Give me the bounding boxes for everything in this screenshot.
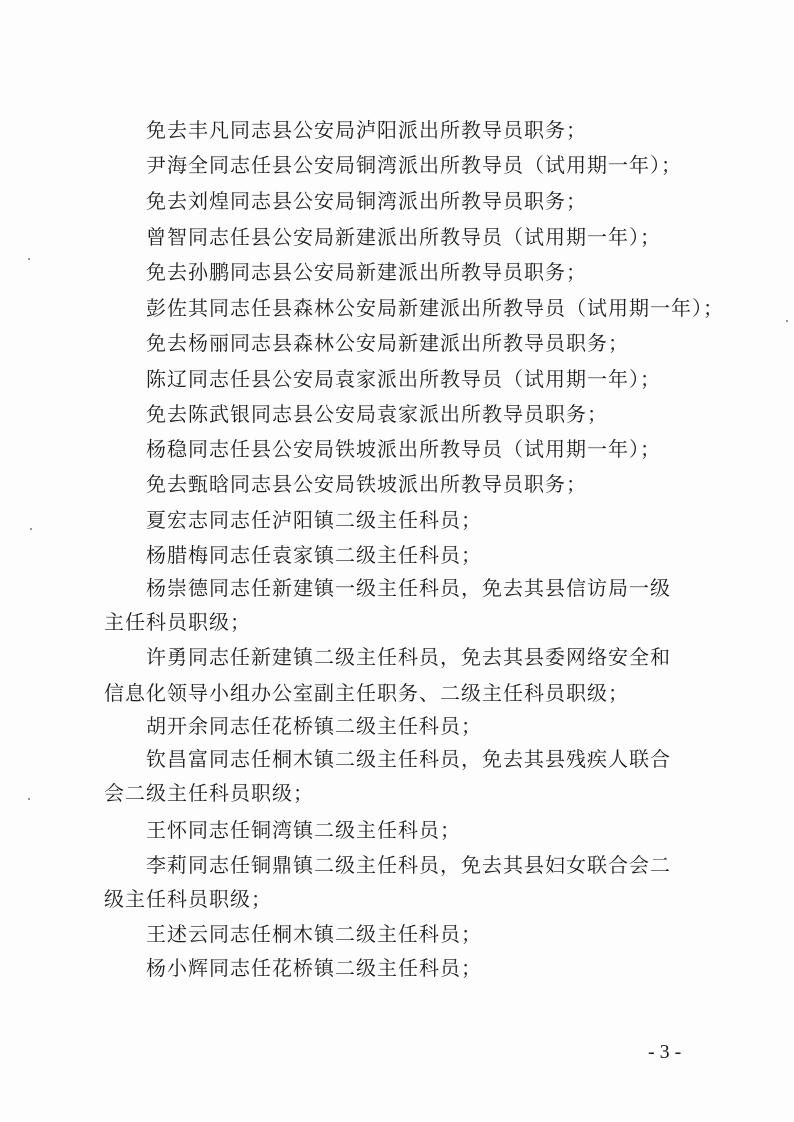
text-line: 免去陈武银同志县公安局袁家派出所教导员职务；: [146, 402, 608, 426]
scan-speck: [30, 528, 32, 530]
text-line: 李莉同志任铜鼎镇二级主任科员，免去其县妇女联合会二: [146, 853, 671, 877]
text-line: 免去丰凡同志县公安局泸阳派出所教导员职务；: [146, 118, 587, 142]
text-line: 尹海全同志任县公安局铜湾派出所教导员（试用期一年）；: [146, 153, 682, 177]
text-line: 彭佐其同志任县森林公安局新建派出所教导员（试用期一年）；: [146, 296, 724, 320]
text-line: 陈辽同志任县公安局袁家派出所教导员（试用期一年）；: [146, 367, 661, 391]
text-line: 会二级主任科员职级；: [104, 781, 314, 805]
text-line: 许勇同志任新建镇二级主任科员，免去其县委网络安全和: [146, 645, 671, 669]
text-line: 胡开余同志任花桥镇二级主任科员；: [146, 714, 482, 738]
text-line: 王怀同志任铜湾镇二级主任科员；: [146, 818, 461, 842]
text-line: 主任科员职级；: [104, 610, 251, 634]
text-line: 杨稳同志任县公安局铁坡派出所教导员（试用期一年）；: [146, 437, 661, 461]
scan-speck: [28, 798, 30, 800]
text-line: 级主任科员职级；: [104, 887, 272, 911]
text-line: 信息化领导小组办公室副主任职务、二级主任科员职级；: [104, 681, 629, 705]
text-line: 免去甄晗同志县公安局铁坡派出所教导员职务；: [146, 472, 587, 496]
text-line: 夏宏志同志任泸阳镇二级主任科员；: [146, 508, 482, 532]
scan-speck: [786, 320, 788, 322]
text-line: 免去刘煌同志县公安局铜湾派出所教导员职务；: [146, 189, 587, 213]
page-number: - 3 -: [648, 1041, 682, 1063]
text-line: 免去孙鹏同志县公安局新建派出所教导员职务；: [146, 260, 587, 284]
text-line: 曾智同志任县公安局新建派出所教导员（试用期一年）；: [146, 225, 661, 249]
text-line: 杨崇德同志任新建镇一级主任科员，免去其县信访局一级: [146, 576, 671, 600]
text-line: 王述云同志任桐木镇二级主任科员；: [146, 922, 482, 946]
text-line: 杨小辉同志任花桥镇二级主任科员；: [146, 956, 482, 980]
scan-speck: [28, 258, 30, 260]
text-line: 钦昌富同志任桐木镇二级主任科员，免去其县残疾人联合: [146, 747, 671, 771]
text-line: 免去杨丽同志县森林公安局新建派出所教导员职务；: [146, 331, 629, 355]
text-line: 杨腊梅同志任袁家镇二级主任科员；: [146, 543, 482, 567]
